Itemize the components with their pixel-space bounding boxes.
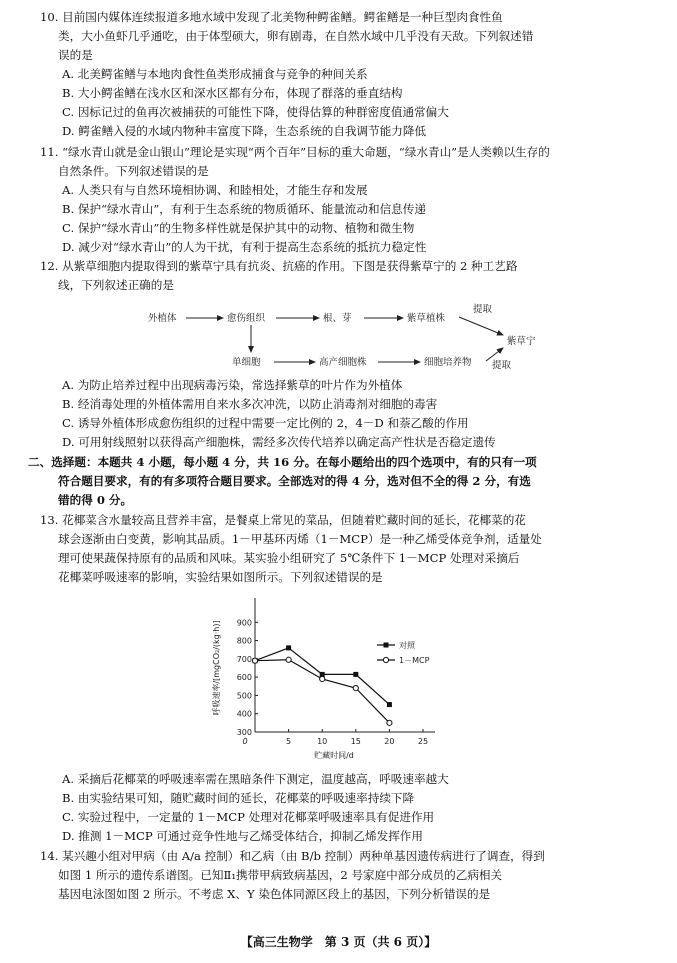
q13-option-d: D. 推测 1－MCP 可通过竞争性地与乙烯受体结合，抑制乙烯发挥作用 <box>62 829 423 843</box>
data-point-mcp <box>387 720 392 725</box>
x-tick-label: 20 <box>384 737 395 746</box>
section-2-line-2: 符合题目要求，有的有多项符合题目要求。全部选对的得 4 分，选对但不全的得 2 分，有选 <box>58 474 531 488</box>
x-tick-label: 10 <box>317 737 328 746</box>
question-14 <box>40 847 655 904</box>
flow-node-single-cell: 单细胞 <box>232 357 261 368</box>
question-13 <box>40 511 655 587</box>
section-2-header <box>28 453 655 510</box>
section-2-line-1: 二、选择题：本题共 4 小题，每小题 4 分，共 16 分。在每小题给出的四个选项中，有的只有一项 <box>28 455 537 469</box>
flow-label-extract-top: 提取 <box>473 304 493 315</box>
q11-stem-line-2: 自然条件。下列叙述错误的是 <box>58 164 209 178</box>
y-tick-label: 500 <box>236 691 252 701</box>
x-tick-label: 25 <box>417 737 429 746</box>
q10-stem-line-2: 类，大小鱼虾几乎通吃，由于体型硕大，卵有剧毒，在自然水域中几乎没有天敌。下列叙述错 <box>58 29 534 43</box>
q13-stem-line-4: 花椰菜呼吸速率的影响，实验结果如图所示。下列叙述错误的是 <box>58 570 383 584</box>
data-point-mcp <box>252 658 257 663</box>
q13-option-b: B. 由实验结果可知，随贮藏时间的延长，花椰菜的呼吸速率持续下降 <box>62 791 415 805</box>
x-tick-label: 15 <box>350 737 361 746</box>
x-tick-label: 5 <box>286 737 292 746</box>
flow-node-root-bud: 根、芽 <box>323 313 352 324</box>
x-tick-label: 0 <box>242 737 248 746</box>
data-point-mcp <box>353 686 358 691</box>
q13-option-a: A. 采摘后花椰菜的呼吸速率需在黑暗条件下测定，温度越高，呼吸速率越大 <box>62 772 449 786</box>
question-11 <box>40 143 655 257</box>
q11-option-a: A. 人类只有与自然环境相协调、和睦相处，才能生存和发展 <box>62 183 368 197</box>
flow-node-callus: 愈伤组织 <box>227 313 266 324</box>
q13-option-c: C. 实验过程中，一定量的 1－MCP 处理对花椰菜呼吸速率具有促进作用 <box>62 810 435 824</box>
legend-label-1: 对照 <box>399 641 415 650</box>
flow-node-cell-culture: 细胞培养物 <box>424 357 472 368</box>
section-2-line-3: 错的得 0 分。 <box>58 493 133 507</box>
q13-stem-line-1: 13. 花椰菜含水量较高且营养丰富，是餐桌上常见的菜品，但随着贮藏时间的延长，花椰菜的花 <box>40 513 526 527</box>
y-tick-label: 400 <box>236 709 252 719</box>
q11-option-d: D. 减少对“绿水青山”的人为干扰，有利于提高生态系统的抵抗力稳定性 <box>62 240 427 254</box>
data-point-mcp <box>286 657 291 662</box>
legend-label-2: 1－MCP <box>399 656 430 665</box>
flow-label-extract-bottom: 提取 <box>492 360 512 370</box>
series-line-2 <box>255 660 389 723</box>
q11-option-c: C. 保护“绿水青山”的生物多样性就是保护其中的动物、植物和微生物 <box>62 221 415 235</box>
q11-option-b: B. 保护“绿水青山”，有利于生态系统的物质循环、能量流动和信息传递 <box>62 202 426 216</box>
q12-option-d: D. 可用射线照射以获得高产细胞株，需经多次传代培养以确定高产性状是否稳定遗传 <box>62 435 496 449</box>
q10-option-b: B. 大小鳄雀鳝在浅水区和深水区都有分布，体现了群落的垂直结构 <box>62 86 403 100</box>
q11-stem-line-1: 11. “绿水青山就是金山银山”理论是实现“两个百年”目标的重大命题，“绿水青山”是人类赖以生存的 <box>40 145 550 159</box>
flow-node-shikonin: 紫草宁 <box>507 336 536 347</box>
q10-option-c: C. 因标记过的鱼再次被捕获的可能性下降，使得估算的种群密度值通常偏大 <box>62 105 449 119</box>
data-point-control <box>387 702 392 707</box>
q14-stem-line-1: 14. 某兴趣小组对甲病（由 A/a 控制）和乙病（由 B/b 控制）两种单基因遗传病进行了调查，得到 <box>40 849 545 863</box>
q12-stem-line-2: 线，下列叙述正确的是 <box>58 278 174 292</box>
q12-option-a: A. 为防止培养过程中出现病毒污染，常选择紫草的叶片作为外植体 <box>62 378 403 392</box>
y-tick-label: 600 <box>236 673 252 683</box>
question-13-options <box>40 770 655 846</box>
y-axis-title: 呼吸速率/[mgCO₂/(kg·h)] <box>212 620 221 716</box>
flow-node-plant: 紫草植株 <box>407 313 446 324</box>
q13-stem-line-3: 理可使果蔬保持原有的品质和风味。某实验小组研究了 5℃条件下 1－MCP 处理对采摘后 <box>58 551 520 565</box>
q10-option-d: D. 鳄雀鳝入侵的水域内物种丰富度下降，生态系统的自我调节能力降低 <box>62 124 427 138</box>
question-10 <box>40 8 655 141</box>
q10-option-a: A. 北美鳄雀鳝与本地肉食性鱼类形成捕食与竞争的种间关系 <box>62 67 368 81</box>
question-12 <box>40 257 655 295</box>
q10-stem-line-1: 10. 目前国内媒体连续报道多地水域中发现了北美物种鳄雀鳝。鳄雀鳝是一种巨型肉食性鱼 <box>40 10 503 24</box>
q14-stem-line-2: 如图 1 所示的遗传系谱图。已知Ⅱ₁携带甲病致病基因，2 号家庭中部分成员的乙病相关 <box>58 868 503 882</box>
question-12-options <box>40 376 655 452</box>
page-footer: 【高三生物学 第 3 页（共 6 页）】 <box>240 935 437 949</box>
y-tick-label: 300 <box>236 728 252 737</box>
q12-flow-diagram <box>0 300 677 370</box>
data-point-control <box>286 645 291 650</box>
data-point-control <box>353 672 358 677</box>
q12-option-b: B. 经消毒处理的外植体需用自来水多次冲洗，以防止消毒剂对细胞的毒害 <box>62 397 438 411</box>
q12-stem-line-1: 12. 从紫草细胞内提取得到的紫草宁具有抗炎、抗癌的作用。下图是获得紫草宁的 2 种工艺路 <box>40 259 518 273</box>
flow-node-explant: 外植体 <box>148 313 177 324</box>
x-axis-title: 贮藏时间/d <box>314 751 354 760</box>
legend-marker-control <box>384 643 389 648</box>
y-tick-label: 900 <box>236 618 252 628</box>
q12-option-c: C. 诱导外植体形成愈伤组织的过程中需要一定比例的 2，4－D 和萘乙酸的作用 <box>62 416 469 430</box>
respiration-rate-chart <box>205 590 455 770</box>
data-point-mcp <box>320 676 325 681</box>
q14-stem-line-3: 基因电泳图如图 2 所示。不考虑 X、Y 染色体同源区段上的基因，下列分析错误的是 <box>58 887 491 901</box>
y-tick-label: 800 <box>236 636 252 646</box>
q10-stem-line-3: 误的是 <box>58 48 93 62</box>
legend-marker-mcp <box>383 657 388 662</box>
flow-node-high-yield-line: 高产细胞株 <box>319 357 367 368</box>
y-tick-label: 700 <box>236 654 252 664</box>
q13-stem-line-2: 球会逐渐由白变黄，影响其品质。1－甲基环丙烯（1－MCP）是一种乙烯受体竞争剂，适量处 <box>58 532 542 546</box>
